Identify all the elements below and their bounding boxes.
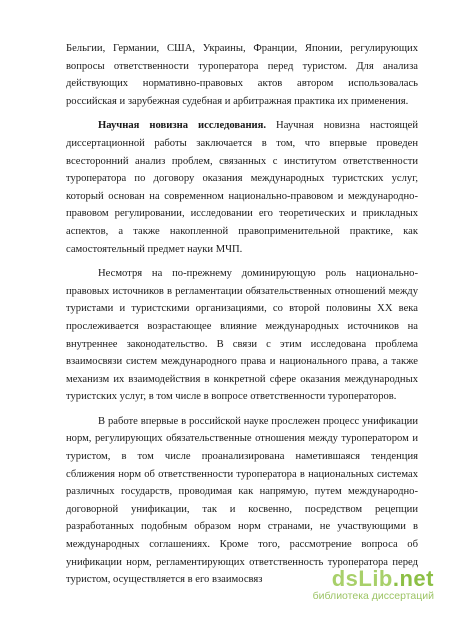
paragraph-2: [66, 117, 418, 258]
paragraph-2-text: Научная новизна настоящей диссертационной работы заключается в том, что впервые проведен всесторонний анализ проблем, связанных с институтом ответственности туроператора по договору оказания международных туристских услуг, который основан на современном национально-правовом и международно-правовом регулировании, исследовании его теоретических и прикладных аспектов, а также накопленной правоприменительной практике, как самостоятельный предмет науки МЧП.: [66, 120, 418, 255]
paragraph-4: [66, 413, 418, 589]
watermark-logo-tld: .net: [392, 566, 434, 591]
paragraph-3: [66, 265, 418, 406]
paragraph-2-heading: Научная новизна исследования.: [98, 120, 267, 132]
document-page: [66, 40, 418, 589]
watermark-subtitle: библиотека диссертаций: [312, 590, 434, 602]
paragraph-4-text: В работе впервые в российской науке прослежен процесс унификации норм, регулирующих обязательственные отношения между туроператором и туристом, в том числе проанализирована наметившаяся тенденция сближения норм об ответственности туроператора в национальных системах различных государств, проводимая как напрямую, путем международно-договорной унификации, так и косвенно, посредством рецепции разработанных подобным образом норм странами, не участвующими в международных соглашениях. Кроме того, рассмотрение вопроса об унификации норм, регламентирующих ответственность туроператора перед туристом, осуществляется в его взаимосвяз: [66, 415, 418, 586]
paragraph-1: [66, 40, 418, 110]
paragraph-3-text: Несмотря на по-прежнему доминирующую роль национально-правовых источников в регламентации обязательственных отношений между туристами и туристскими организациями, со второй половины XX века прослеживается возрастающее влияние международных источников на внутреннее законодательство. В связи с этим исследована проблема взаимосвязи систем международного права и национального права, а также механизм их взаимодействия в конкретной сфере оказания международных туристских услуг, в том числе в вопросе ответственности туроператоров.: [66, 268, 418, 403]
paragraph-1-text: Бельгии, Германии, США, Украины, Франции, Японии, регулирующих вопросы ответственности туроператора перед туристом. Для анализа действующих нормативно-правовых актов автором использовалась российская и зарубежная судебная и арбитражная практика их применения.: [66, 43, 418, 107]
dslib-watermark: [294, 568, 434, 603]
watermark-logo: [294, 568, 434, 590]
watermark-logo-main: dsLib: [331, 566, 393, 591]
